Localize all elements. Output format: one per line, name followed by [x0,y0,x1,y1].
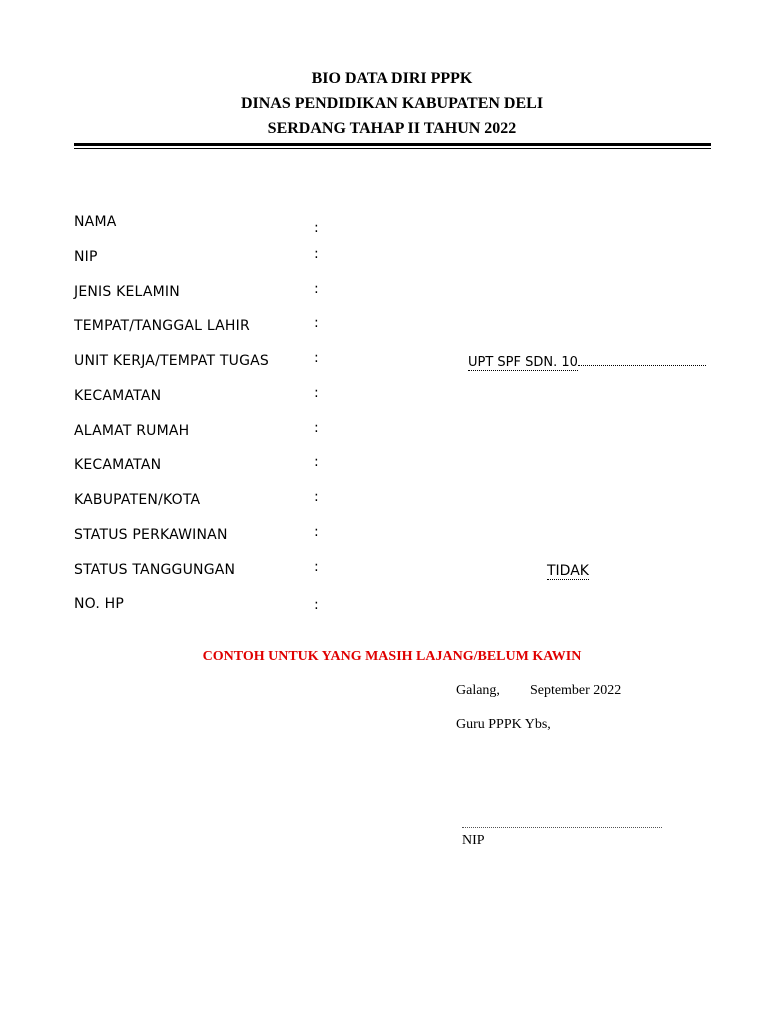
field-colon-tempat-tanggal-lahir: : [314,315,319,331]
field-colon-no-hp: : [314,597,319,613]
field-label-unit-kerja: UNIT KERJA/TEMPAT TUGAS [74,353,270,369]
unit-kerja-text: UPT SPF SDN. 10 [468,355,578,370]
field-label-nip: NIP [74,249,98,265]
place-date-line [456,683,621,699]
field-colon-kabupaten-kota: : [314,489,319,505]
place-text: Galang, [456,683,500,698]
header-rule-thick [74,143,711,146]
signature-nip-label: NIP [462,833,485,844]
field-label-kecamatan: KECAMATAN [74,388,162,404]
field-colon-nip: : [314,246,319,262]
unit-kerja-value [468,354,706,370]
header-period: SERDANG TAHAP II TAHUN 2022 [267,120,517,137]
header-rule-thin [74,148,711,149]
field-label-alamat-rumah: ALAMAT RUMAH [74,423,190,439]
field-label-status-perkawinan: STATUS PERKAWINAN [74,527,228,543]
field-label-jenis-kelamin: JENIS KELAMIN [74,284,180,300]
field-colon-unit-kerja: : [314,350,319,366]
field-colon-status-tanggungan: : [314,559,319,575]
document-header [0,66,768,141]
signature-dotted-line [462,827,662,828]
field-label-no-hp: NO. HP [74,596,124,612]
field-colon-kecamatan: : [314,385,319,401]
field-label-kabupaten-kota: KABUPATEN/KOTA [74,492,201,508]
field-label-nama: NAMA [74,214,117,230]
date-text: September 2022 [529,683,622,698]
field-colon-kecamatan-rumah: : [314,454,319,470]
field-label-tempat-tanggal-lahir: TEMPAT/TANGGAL LAHIR [74,318,250,334]
header-agency: DINAS PENDIDIKAN KABUPATEN DELI [240,95,544,112]
signer-title: Guru PPPK Ybs, [456,717,551,732]
status-tanggungan-value: TIDAK [547,563,589,579]
unit-kerja-dotted-line [578,354,706,366]
header-title: BIO DATA DIRI PPPK [311,70,473,87]
field-colon-jenis-kelamin: : [314,281,319,297]
field-colon-status-perkawinan: : [314,524,319,540]
field-colon-nama: : [314,220,319,236]
field-label-kecamatan-rumah: KECAMATAN [74,457,162,473]
field-label-status-tanggungan: STATUS TANGGUNGAN [74,562,236,578]
example-note: CONTOH UNTUK YANG MASIH LAJANG/BELUM KAWIN [202,649,582,664]
field-colon-alamat-rumah: : [314,420,319,436]
